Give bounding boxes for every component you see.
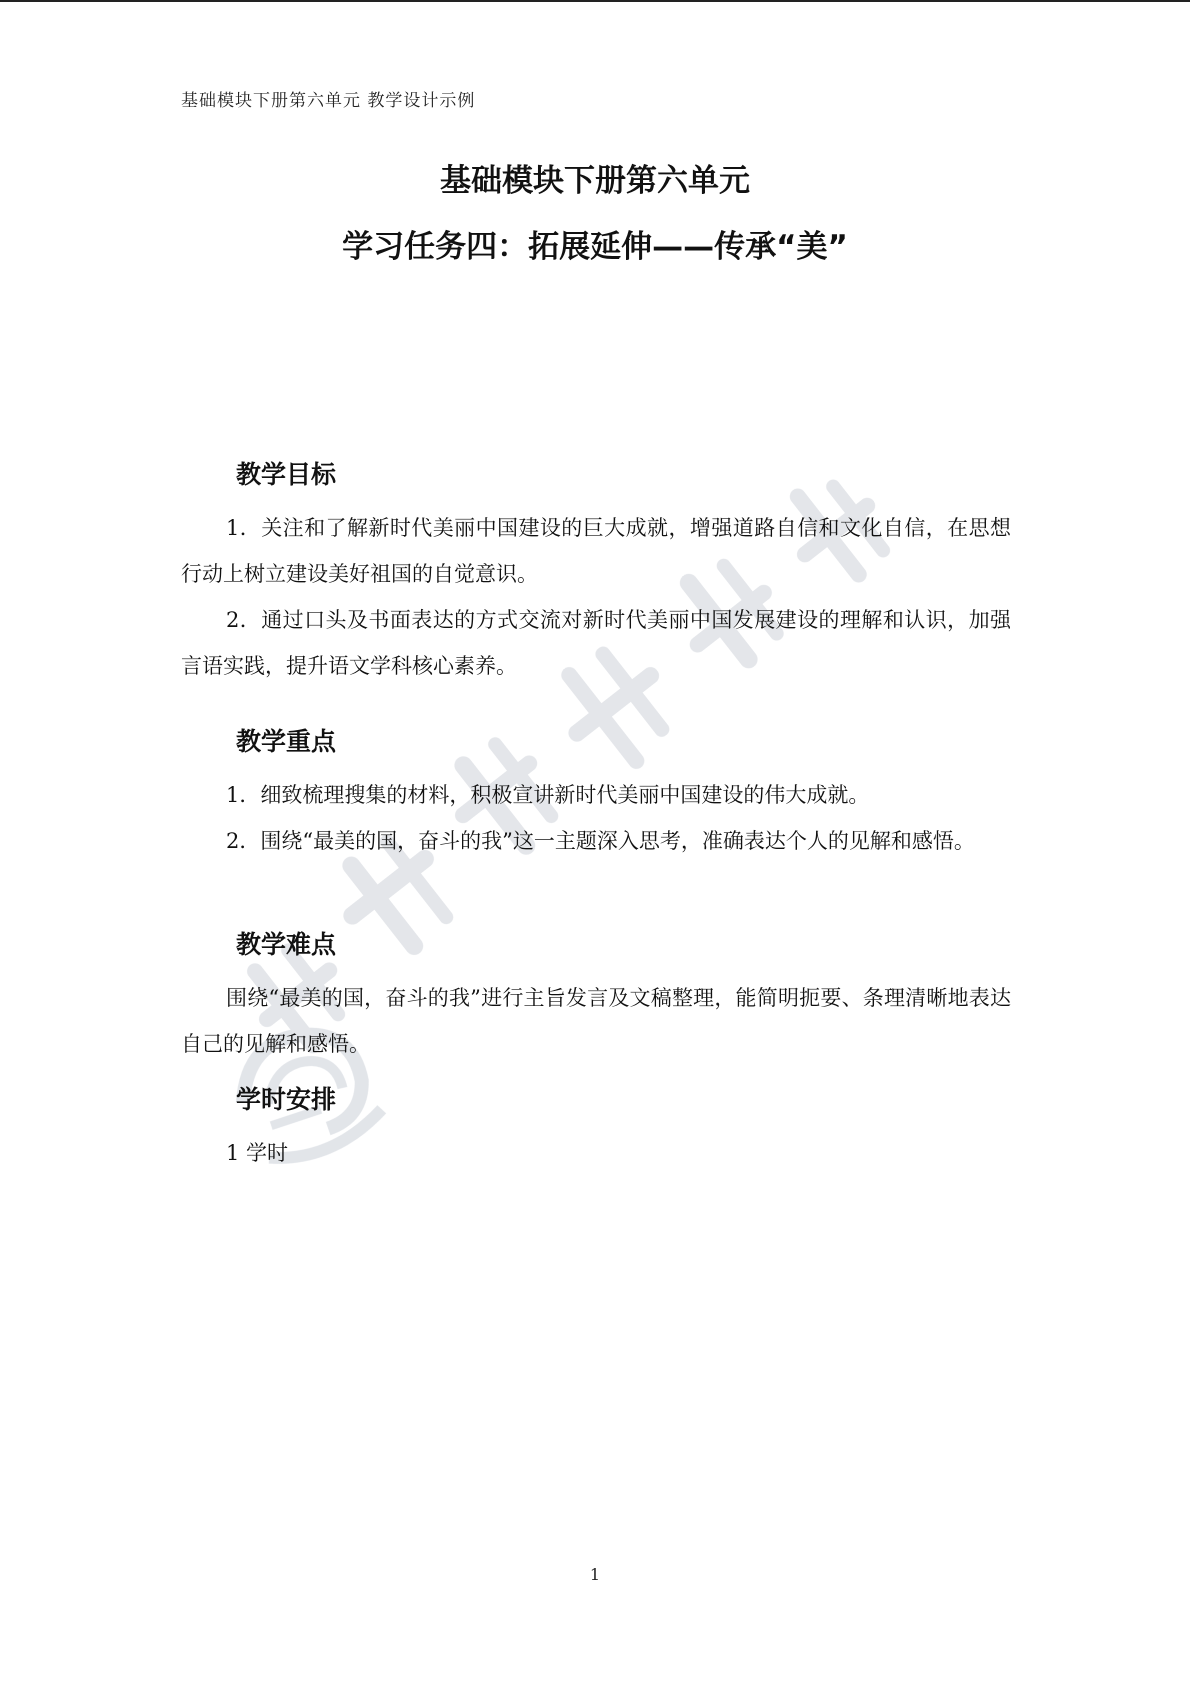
paragraph: 2．通过口头及书面表达的方式交流对新时代美丽中国发展建设的理解和认识，加强言语实践，提升语文学科核心素养。 — [181, 608, 1011, 678]
running-header: 基础模块下册第六单元 教学设计示例 — [181, 91, 476, 111]
paragraph: 1 学时 — [226, 1141, 289, 1165]
paragraph: 1．细致梳理搜集的材料，积极宣讲新时代美丽中国建设的伟大成就。 — [226, 783, 870, 807]
page-subtitle: 学习任务四：拓展延伸——传承“美” — [342, 229, 848, 265]
paragraph: 2．围绕“最美的国，奋斗的我”这一主题深入思考，准确表达个人的见解和感悟。 — [226, 829, 975, 853]
section-class-hours — [181, 1080, 1011, 1176]
top-rule — [0, 0, 1190, 2]
section-heading: 学时安排 — [236, 1085, 337, 1114]
page-number: 1 — [589, 1565, 601, 1584]
section-heading: 教学重点 — [236, 727, 337, 756]
section-teaching-goals — [181, 455, 1011, 689]
paragraph: 1．关注和了解新时代美丽中国建设的巨大成就，增强道路自信和文化自信，在思想行动上树立建设美好祖国的自觉意识。 — [181, 516, 1011, 586]
section-teaching-focus — [181, 722, 1011, 864]
section-teaching-difficulty — [181, 925, 1011, 1067]
paragraph: 围绕“最美的国，奋斗的我”进行主旨发言及文稿整理，能简明扼要、条理清晰地表达自己的见解和感悟。 — [181, 986, 1011, 1056]
page-title: 基础模块下册第六单元 — [440, 163, 750, 199]
section-heading: 教学目标 — [236, 460, 337, 489]
section-heading: 教学难点 — [236, 930, 337, 959]
